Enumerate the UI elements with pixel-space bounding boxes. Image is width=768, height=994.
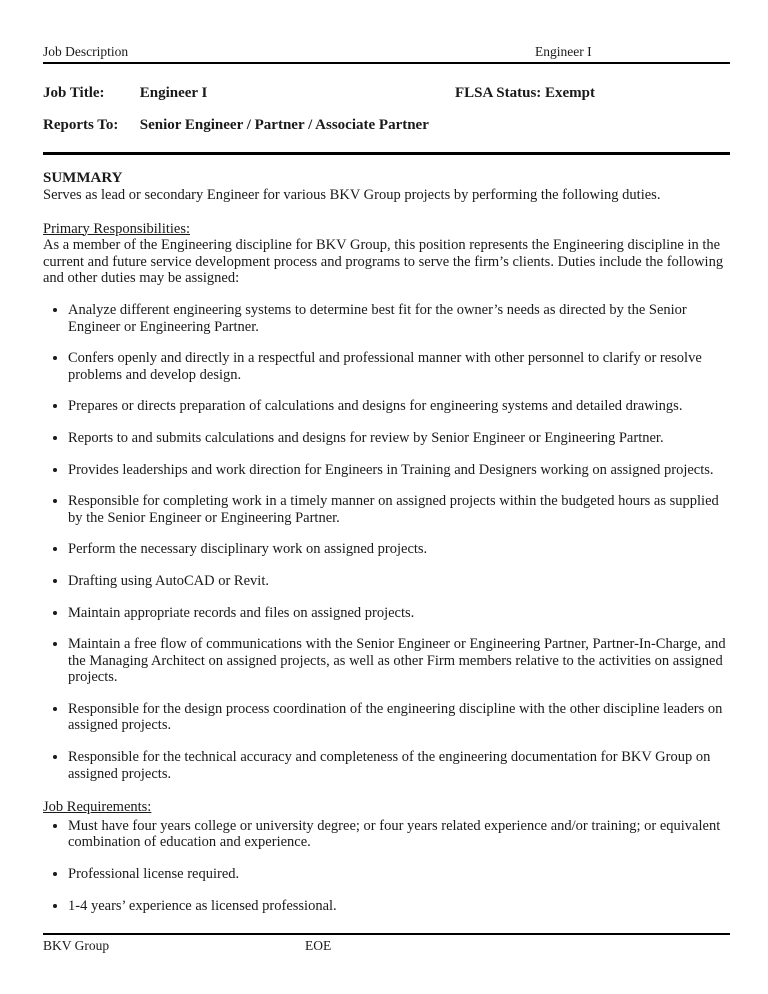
footer-company: BKV Group: [43, 938, 110, 953]
job-requirements-list: [43, 818, 730, 914]
header-doc-title: Engineer I: [535, 44, 592, 59]
reports-to-value: Senior Engineer / Partner / Associate Partner: [139, 117, 429, 133]
job-title-value: Engineer I: [139, 85, 208, 101]
responsibility-text: Provides leaderships and work direction for Engineers in Training and Designers working on assigned projects.: [68, 461, 714, 478]
requirement-text: Must have four years college or university degree; or four years related experience and/or training; or equivalent combination of education and experience.: [68, 817, 721, 851]
responsibility-text: Responsible for the design process coordination of the engineering discipline with the other discipline leaders on assigned projects.: [68, 700, 723, 734]
responsibility-item: [68, 541, 730, 558]
job-requirements-heading: Job Requirements:: [43, 799, 152, 816]
flsa-status: FLSA Status: Exempt: [455, 85, 596, 101]
summary-body: Serves as lead or secondary Engineer for various BKV Group projects by performing the following duties.: [43, 187, 661, 203]
summary-heading: SUMMARY: [43, 170, 123, 186]
requirement-item: [68, 866, 730, 883]
responsibility-text: Drafting using AutoCAD or Revit.: [68, 572, 269, 589]
footer-row: [43, 938, 730, 953]
footer-rule: [43, 933, 730, 935]
responsibility-item: [68, 398, 730, 415]
responsibility-item: [68, 493, 730, 526]
responsibility-text: Maintain a free flow of communications with the Senior Engineer or Engineering Partner, Partner-In-Charge, and the Managing Architect on assigned projects, as well as other Firm members relative to the activities on assigned projects.: [68, 636, 726, 686]
responsibility-item: [68, 701, 730, 734]
primary-responsibilities-list: [43, 302, 730, 782]
header-doc-type: Job Description: [43, 44, 129, 59]
reports-to-row: [43, 117, 730, 134]
footer-eoe: EOE: [305, 938, 332, 953]
requirement-item: [68, 898, 730, 915]
responsibility-item: [68, 350, 730, 383]
responsibility-item: [68, 462, 730, 479]
requirement-text: Professional license required.: [68, 866, 240, 883]
responsibility-text: Reports to and submits calculations and designs for review by Senior Engineer or Engineering Partner.: [68, 429, 664, 446]
responsibility-item: [68, 573, 730, 590]
responsibility-text: Perform the necessary disciplinary work on assigned projects.: [68, 541, 428, 558]
responsibility-text: Maintain appropriate records and files on assigned projects.: [68, 604, 415, 621]
section-divider-rule: [43, 152, 730, 155]
job-title-row: [43, 85, 730, 102]
page-header: [43, 44, 730, 59]
reports-to-label: Reports To:: [43, 117, 119, 133]
primary-responsibilities-intro: As a member of the Engineering discipline for BKV Group, this position represents the Engineering discipline in the current and future service development process and programs to serve the firm’s clients. Duties include the following and other duties may be assigned:: [43, 237, 724, 287]
page-footer: [43, 933, 730, 953]
responsibility-text: Responsible for completing work in a timely manner on assigned projects within the budgeted hours as supplied by the Senior Engineer or Engineering Partner.: [68, 493, 719, 526]
responsibility-item: [68, 636, 730, 686]
responsibility-text: Confers openly and directly in a respectful and professional manner with other personnel to clarify or resolve problems and develop design.: [68, 350, 702, 383]
job-description-page: [43, 0, 730, 994]
responsibility-text: Prepares or directs preparation of calculations and designs for engineering systems and detailed drawings.: [68, 398, 683, 415]
responsibility-text: Responsible for the technical accuracy and completeness of the engineering documentation for BKV Group on assigned projects.: [68, 749, 711, 782]
responsibility-text: Analyze different engineering systems to determine best fit for the owner’s needs as directed by the Senior Engineer or Engineering Partner.: [68, 301, 687, 335]
requirement-item: [68, 818, 730, 851]
requirement-text: 1-4 years’ experience as licensed professional.: [68, 897, 337, 914]
responsibility-item: [68, 749, 730, 782]
responsibility-item: [68, 302, 730, 335]
primary-responsibilities-heading: Primary Responsibilities:: [43, 220, 191, 237]
header-rule: [43, 62, 730, 64]
job-title-label: Job Title:: [43, 85, 105, 101]
responsibility-item: [68, 430, 730, 447]
responsibility-item: [68, 605, 730, 622]
